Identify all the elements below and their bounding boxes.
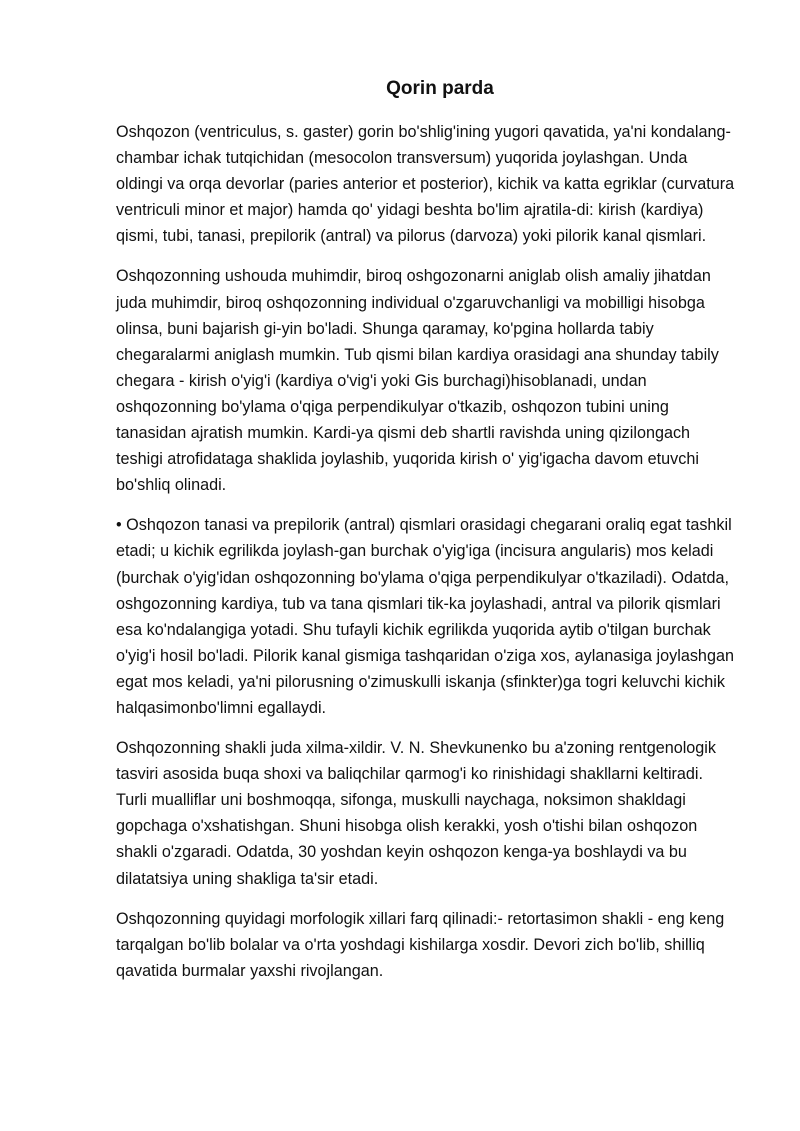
document-title: Qorin parda <box>386 78 494 99</box>
document-body <box>116 119 736 998</box>
paragraph-5: Oshqozonning quyidagi morfologik xillari farq qilinadi:- retortasimon shakli - eng keng tarqalgan bo'lib bolalar va o'rta yoshdagi kishilarga xosdir. Devori zich bo'lib, shilliq qavatida burmalar yaxshi rivojlangan. <box>116 909 725 980</box>
paragraph-1: Oshqozon (ventriculus, s. gaster) gorin bo'shlig'ining yugori qavatida, ya'ni kondalang-chambar ichak tutqichidan (mesocolon transversum) yuqorida joylashgan. Unda oldingi va orqa devorlar (paries anterior et posterior), kichik va katta egriklar (curvatura ventriculi minor et major) hamda qo' yidagi beshta bo'lim ajratila-di: kirish (kardiya) qismi, tubi, tanasi, prepilorik (antral) va pilorus (darvoza) yoki pilorik kanal qismlari. <box>116 123 735 246</box>
paragraph-3: • Oshqozon tanasi va prepilorik (antral) qismlari orasidagi chegarani oraliq egat tashkil etadi; u kichik egrilikda joylash-gan burchak o'yig'iga (incisura angularis) mos keladi (burchak o'yig'idan oshqozonning bo'ylama o'qiga perpendikulyar o'tkaziladi). Odatda, oshgozonning kardiya, tub va tana qismlari tik-ka joylashadi, antral va pilorik qismlari esa ko'ndalangiga yotadi. Shu tufayli kichik egrilikda yuqorida aytib o'tilgan burchak o'yig'i hosil bo'ladi. Pilorik kanal gismiga tashqaridan o'ziga xos, aylanasiga joylashgan egat mos keladi, ya'ni pilorusning o'zimuskulli iskanja (sfinkter)ga togri keluvchi kichik halqasimonbo'limni egallaydi. <box>116 516 734 717</box>
paragraph-2: Oshqozonning ushouda muhimdir, biroq oshgozonarni aniglab olish amaliy jihatdan juda muhimdir, biroq oshqozonning individual o'zgaruvchanligi va mobilligi hisobga olinsa, buni bajarish gi-yin bo'ladi. Shunga qaramay, ko'pgina hollarda tabiy chegaralarmi aniglash mumkin. Tub qismi bilan kardiya orasidagi ana shunday tabily chegara - kirish o'yig'i (kardiya o'vig'i yoki Gis burchagi)hisoblanadi, undan oshqozonning bo'ylama o'qiga perpendikulyar o'tkazib, oshqozon tubini uning tanasidan ajratish mumkin. Kardi-ya qismi deb shartli ravishda uning qizilongach teshigi atrofidataga shaklida joylashib, yuqorida kirish o' yig'igacha davom etuvchi bo'shliq olinadi. <box>116 267 719 495</box>
paragraph-4: Oshqozonning shakli juda xilma-xildir. V. N. Shevkunenko bu a'zoning rentgenologik tasviri asosida buqa shoxi va baliqchilar qarmog'i ko rinishidagi shakllarni keltiradi. Turli mualliflar uni boshmoqqa, sifonga, muskulli naychaga, noksimon shakldagi gopchaga o'xshatishgan. Shuni hisobga olish kerakki, yosh o'tishi bilan oshqozon shakli o'zgaradi. Odatda, 30 yoshdan keyin oshqozon kenga-ya boshlaydi va bu dilatatsiya uning shakliga ta'sir etadi. <box>116 739 716 888</box>
